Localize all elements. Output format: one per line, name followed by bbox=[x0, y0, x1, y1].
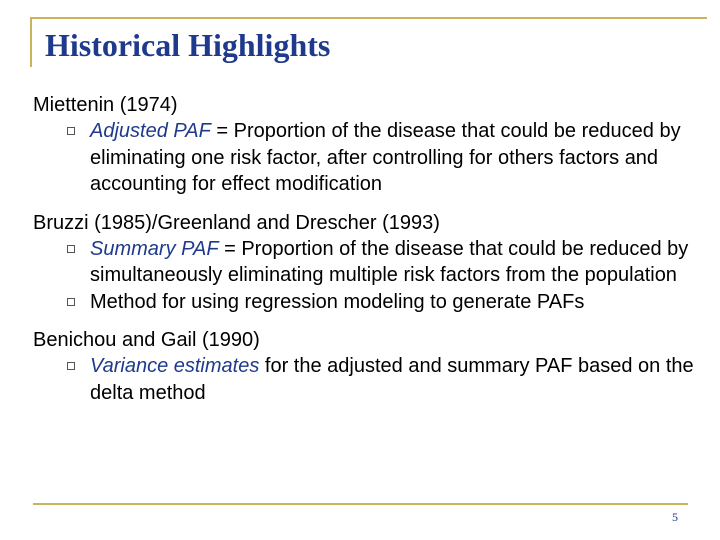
slide-content bbox=[33, 92, 703, 418]
square-bullet-icon bbox=[67, 298, 75, 306]
bullet-text: Method for using regression modeling to generate PAFs bbox=[90, 290, 585, 313]
bullet-item bbox=[33, 118, 703, 198]
title-frame-top bbox=[30, 17, 707, 19]
slide-title: Historical Highlights bbox=[45, 27, 331, 63]
bullet-item bbox=[33, 289, 703, 316]
title-frame-left bbox=[30, 17, 32, 67]
bullet-text: = Proportion of the disease that could be reduced by eliminating one risk factor, after controlling for others factors and accounting for effect modification bbox=[90, 120, 681, 195]
bullet-item bbox=[33, 353, 703, 406]
square-bullet-icon bbox=[67, 127, 75, 135]
bullet-term: Variance estimates bbox=[90, 355, 260, 377]
square-bullet-icon bbox=[67, 245, 75, 253]
section-heading: Benichou and Gail (1990) bbox=[33, 329, 260, 351]
bullet-text: for the adjusted and summary PAF based on the delta method bbox=[90, 355, 694, 404]
footer-divider bbox=[33, 503, 688, 505]
bullet-item bbox=[33, 236, 703, 289]
bullet-term: Adjusted PAF bbox=[90, 120, 211, 142]
section-miettenin bbox=[33, 92, 703, 198]
bullet-term: Summary PAF bbox=[90, 237, 219, 260]
section-heading: Miettenin (1974) bbox=[33, 94, 178, 116]
section-benichou bbox=[33, 327, 703, 406]
section-heading: Bruzzi (1985)/Greenland and Drescher (1993) bbox=[33, 211, 440, 234]
square-bullet-icon bbox=[67, 362, 75, 370]
section-bruzzi bbox=[33, 210, 703, 316]
bullet-text: = Proportion of the disease that could be reduced by simultaneously eliminating multiple risk factors from the population bbox=[90, 237, 689, 286]
page-number: 5 bbox=[672, 510, 678, 524]
